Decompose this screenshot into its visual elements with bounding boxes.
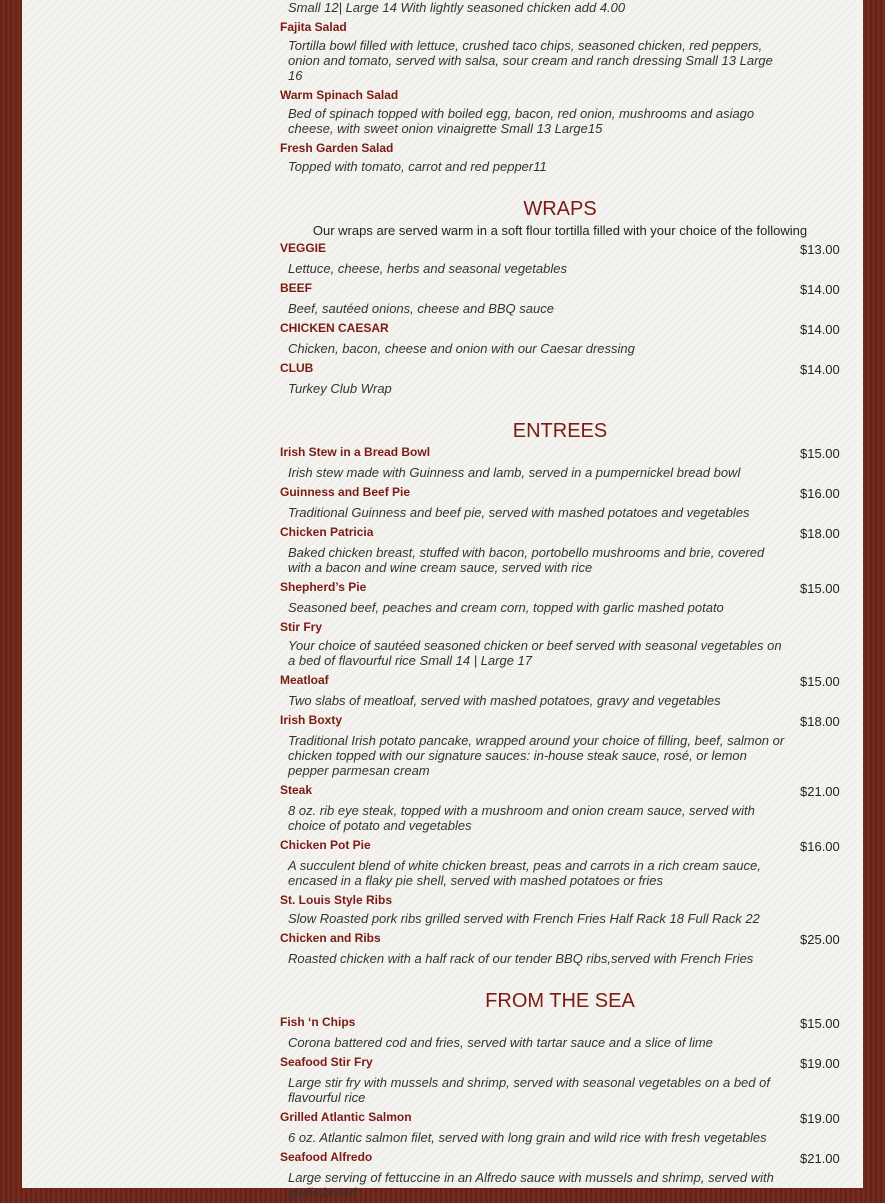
item-description: Seasoned beef, peaches and cream corn, topped with garlic mashed potato <box>288 600 724 615</box>
item-price: $21.00 <box>800 1151 840 1166</box>
item-name: Shepherd’s Pie <box>280 580 367 594</box>
item-description: Large stir fry with mussels and shrimp, served with seasonal vegetables on a bed of flavourful rice <box>288 1075 770 1105</box>
menu-item <box>280 443 840 462</box>
item-price: $15.00 <box>800 1016 840 1031</box>
item-price: $16.00 <box>800 486 840 501</box>
item-description: Small 12| Large 14 With lightly seasoned chicken add 4.00 <box>288 0 626 15</box>
item-name: Chicken Pot Pie <box>280 838 371 852</box>
menu-item <box>280 359 840 378</box>
menu-item <box>280 929 840 948</box>
item-price: $18.00 <box>800 714 840 729</box>
item-description: Topped with tomato, carrot and red pepper11 <box>288 159 547 174</box>
menu-item <box>280 1148 840 1167</box>
item-description: Chicken, bacon, cheese and onion with our Caesar dressing <box>288 341 635 356</box>
menu-item <box>280 1053 840 1072</box>
menu-item <box>280 711 840 730</box>
item-description: Two slabs of meatloaf, served with mashed potatoes, gravy and vegetables <box>288 693 721 708</box>
item-price: $14.00 <box>800 362 840 377</box>
menu-item <box>280 781 840 800</box>
item-price: $19.00 <box>800 1111 840 1126</box>
item-name: CHICKEN CAESAR <box>280 321 389 335</box>
item-description: Traditional Guinness and beef pie, served with mashed potatoes and vegetables <box>288 505 750 520</box>
item-name: VEGGIE <box>280 241 327 255</box>
item-name: BEEF <box>280 281 313 295</box>
item-description: Bed of spinach topped with boiled egg, bacon, red onion, mushrooms and asiago cheese, with sweet onion vinaigrette Small 13 Large15 <box>288 106 755 136</box>
section-title-sea: FROM THE SEA <box>485 990 635 1012</box>
item-name: Fresh Garden Salad <box>280 141 394 155</box>
item-description: Irish stew made with Guinness and lamb, served in a pumpernickel bread bowl <box>288 465 741 480</box>
item-description: Roasted chicken with a half rack of our tender BBQ ribs,served with French Fries <box>288 951 754 966</box>
item-price: $13.00 <box>800 242 840 257</box>
menu-item <box>280 523 840 542</box>
item-price <box>800 618 840 635</box>
item-name: St. Louis Style Ribs <box>280 893 393 907</box>
menu-item <box>280 1108 840 1127</box>
item-name: CLUB <box>280 361 314 375</box>
item-name: Seafood Alfredo <box>280 1150 373 1164</box>
menu-item <box>280 18 840 35</box>
item-description: Beef, sautéed onions, cheese and BBQ sauce <box>288 301 554 316</box>
menu-item <box>280 319 840 338</box>
item-description: Baked chicken breast, stuffed with bacon, portobello mushrooms and brie, covered with a bacon and wine cream sauce, served with rice <box>288 545 765 575</box>
menu-item <box>280 891 840 908</box>
menu-item <box>280 239 840 258</box>
item-price: $14.00 <box>800 282 840 297</box>
menu-content <box>280 0 840 1203</box>
item-name: Grilled Atlantic Salmon <box>280 1110 412 1124</box>
menu-item <box>280 1013 840 1032</box>
item-description: Slow Roasted pork ribs grilled served with French Fries Half Rack 18 Full Rack 22 <box>288 911 760 926</box>
item-price: $16.00 <box>800 839 840 854</box>
item-name: Seafood Stir Fry <box>280 1055 373 1069</box>
menu-item <box>280 86 840 103</box>
item-description: Corona battered cod and fries, served with tartar sauce and a slice of lime <box>288 1035 713 1050</box>
item-price: $25.00 <box>800 932 840 947</box>
section-intro: Our wraps are served warm in a soft flour tortilla filled with your choice of the following <box>312 223 808 238</box>
item-description: Lettuce, cheese, herbs and seasonal vegetables <box>288 261 567 276</box>
item-description: A succulent blend of white chicken breast, peas and carrots in a rich cream sauce, encased in a flaky pie shell, served with mashed potatoes or fries <box>288 858 761 888</box>
item-name: Steak <box>280 783 313 797</box>
item-name: Fajita Salad <box>280 20 347 34</box>
item-description: Large serving of fettuccine in an Alfredo sauce with mussels and shrimp, served with garlic bread <box>288 1170 774 1200</box>
item-price <box>800 891 840 908</box>
item-name: Fish ‘n Chips <box>280 1015 356 1029</box>
item-description: 6 oz. Atlantic salmon filet, served with long grain and wild rice with fresh vegetables <box>288 1130 767 1145</box>
item-price: $14.00 <box>800 322 840 337</box>
menu-item <box>280 279 840 298</box>
menu-item <box>280 671 840 690</box>
menu-item <box>280 836 840 855</box>
item-description: Tortilla bowl filled with lettuce, crushed taco chips, seasoned chicken, red peppers, onion and tomato, served with salsa, sour cream and ranch dressing Small 13 Large 16 <box>288 38 773 83</box>
menu-page <box>22 0 863 1200</box>
item-name: Chicken Patricia <box>280 525 374 539</box>
item-description: Turkey Club Wrap <box>288 381 392 396</box>
item-name: Irish Stew in a Bread Bowl <box>280 445 431 459</box>
menu-item <box>280 578 840 597</box>
section-title-entrees: ENTREES <box>512 420 608 442</box>
item-description: Your choice of sautéed seasoned chicken or beef served with seasonal vegetables on a bed of flavourful rice Small 14 | Large 17 <box>288 638 782 668</box>
item-name: Warm Spinach Salad <box>280 88 399 102</box>
item-name: Chicken and Ribs <box>280 931 381 945</box>
item-name: Stir Fry <box>280 620 323 634</box>
item-price: $15.00 <box>800 446 840 461</box>
item-price: $15.00 <box>800 674 840 689</box>
item-description: Traditional Irish potato pancake, wrapped around your choice of filling, beef, salmon or chicken topped with our signature sauces: in-house steak sauce, rosé, or lemon pepper parmesan cream <box>288 733 785 778</box>
menu-item <box>280 483 840 502</box>
item-description: 8 oz. rib eye steak, topped with a mushroom and onion cream sauce, served with choice of potato and vegetables <box>288 803 755 833</box>
item-name: Guinness and Beef Pie <box>280 485 411 499</box>
menu-item <box>280 139 840 156</box>
section-title-wraps: WRAPS <box>523 198 597 220</box>
item-price: $19.00 <box>800 1056 840 1071</box>
item-price: $21.00 <box>800 784 840 799</box>
item-price: $15.00 <box>800 581 840 596</box>
menu-item <box>280 618 840 635</box>
item-name: Meatloaf <box>280 673 329 687</box>
item-price: $18.00 <box>800 526 840 541</box>
item-name: Irish Boxty <box>280 713 343 727</box>
